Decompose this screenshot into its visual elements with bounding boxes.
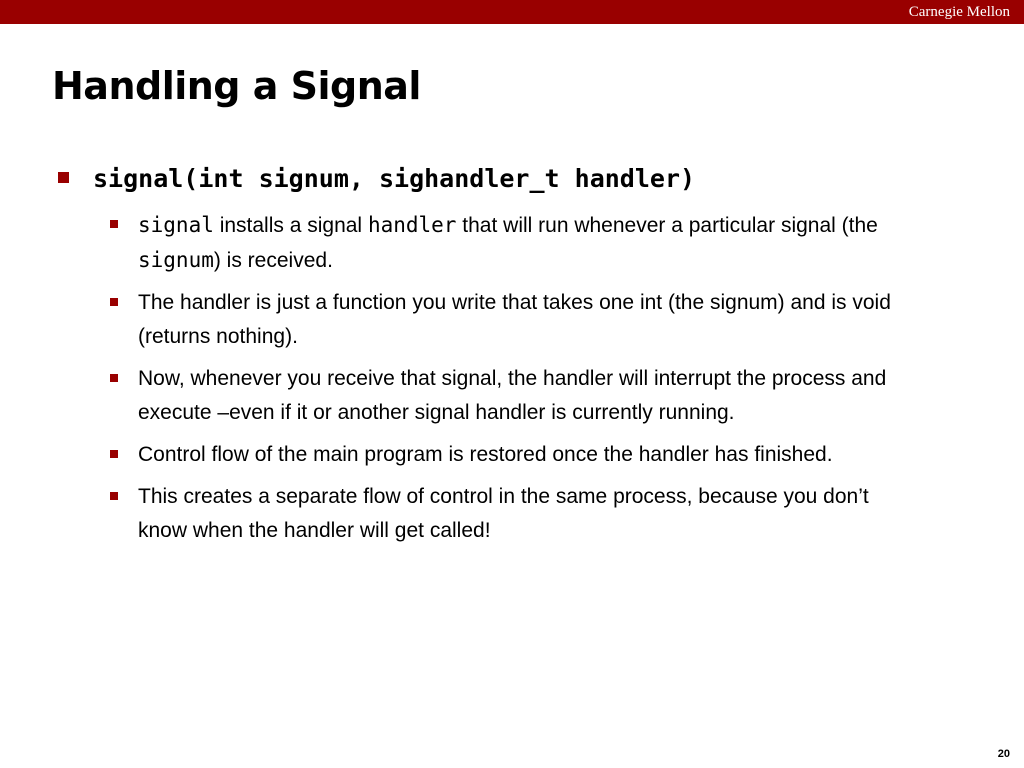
sub-bullet-4-text: Control flow of the main program is restored once the handler has finished. xyxy=(138,443,833,466)
small-square-bullet-icon xyxy=(110,374,118,382)
sub-bullet-3 xyxy=(0,362,910,430)
main-bullet xyxy=(0,160,1024,200)
sub-bullet-5 xyxy=(0,480,910,548)
sub-bullet-4 xyxy=(0,438,910,472)
code-signal: signal xyxy=(138,213,214,237)
sub-bullet-2-text: The handler is just a function you write that takes one int (the signum) and is void (returns nothing). xyxy=(138,291,891,348)
small-square-bullet-icon xyxy=(110,450,118,458)
square-bullet-icon xyxy=(58,172,69,183)
code-handler: handler xyxy=(367,213,457,237)
slide-title: Handling a Signal xyxy=(52,64,421,108)
main-bullet-text: signal(int signum, sighandler_t handler) xyxy=(93,164,696,193)
brand-label: Carnegie Mellon xyxy=(908,4,1010,20)
code-signum: signum xyxy=(138,248,214,272)
small-square-bullet-icon xyxy=(110,492,118,500)
slide-content xyxy=(0,160,1024,548)
page-number: 20 xyxy=(997,748,1010,760)
small-square-bullet-icon xyxy=(110,298,118,306)
sub-bullet-1-text-c: ) is received. xyxy=(213,249,333,272)
sub-bullet-3-text: Now, whenever you receive that signal, the handler will interrupt the process and execute –even if it or another signal handler is currently running. xyxy=(138,367,887,424)
small-square-bullet-icon xyxy=(110,220,118,228)
sub-bullet-1-text-a: installs a signal xyxy=(213,214,368,237)
sub-bullet-1 xyxy=(0,208,910,278)
sub-bullet-1-text-b: that will run whenever a particular signal (the xyxy=(456,214,878,237)
sub-bullet-5-text: This creates a separate flow of control in the same process, because you don’t know when the handler will get called! xyxy=(138,485,869,542)
sub-bullet-2 xyxy=(0,286,910,354)
header-bar xyxy=(0,0,1024,24)
